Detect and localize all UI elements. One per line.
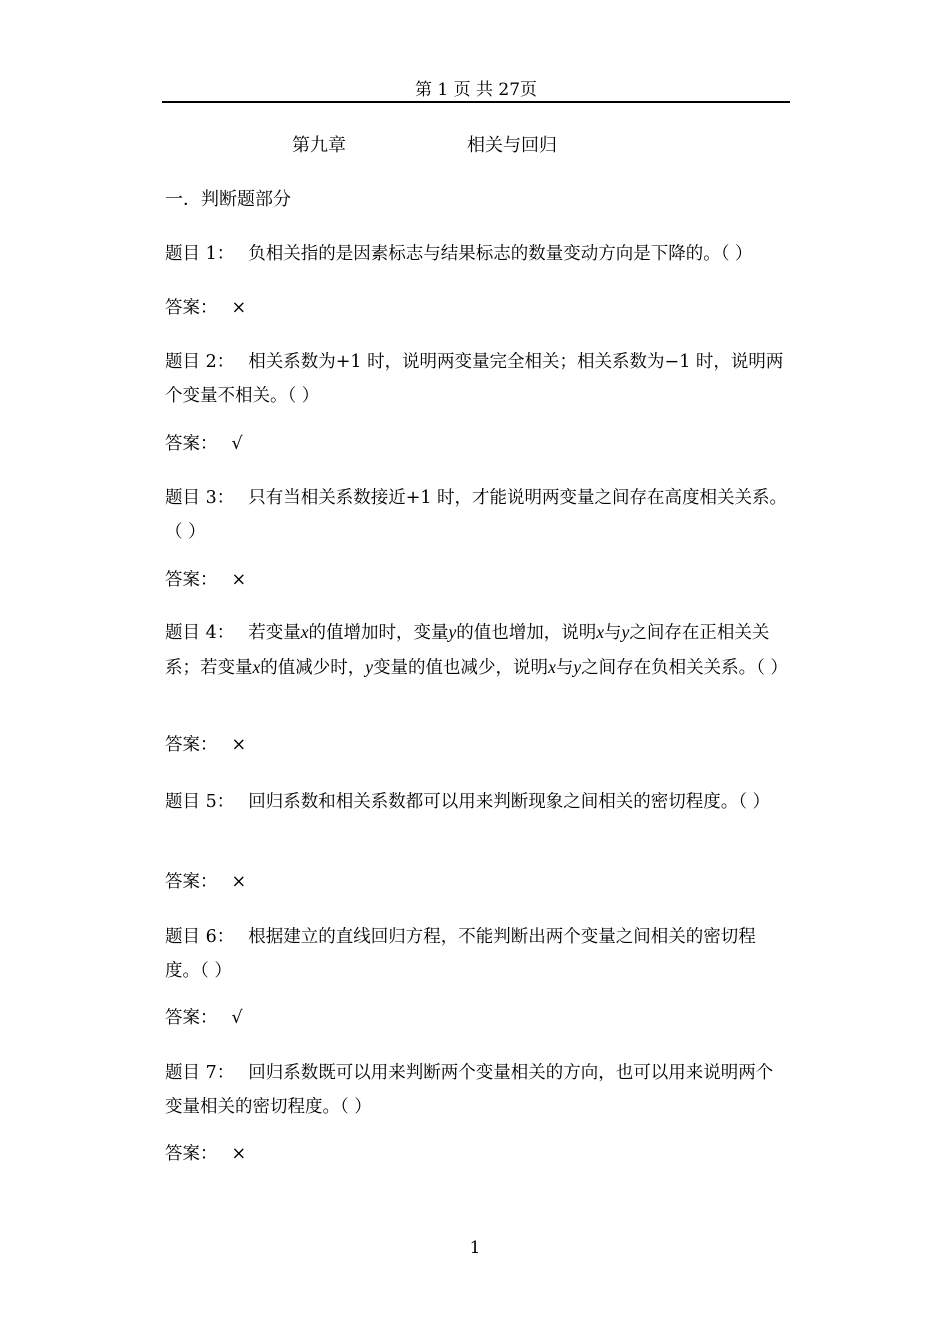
question-body-part: 与 bbox=[604, 623, 622, 643]
variable-x: x bbox=[252, 657, 261, 677]
question-text bbox=[165, 481, 790, 549]
question-text bbox=[165, 920, 790, 988]
question-label: 题目 7： bbox=[165, 1063, 235, 1083]
answer-value: √ bbox=[231, 1008, 243, 1028]
question-text bbox=[165, 1056, 790, 1124]
question-2 bbox=[165, 345, 790, 454]
variable-y: y bbox=[448, 622, 457, 642]
question-body: 只有当相关系数接近+1 时，才能说明两变量之间存在高度相关关系。（ ） bbox=[165, 488, 788, 542]
answer-value: × bbox=[231, 872, 247, 892]
question-label: 题目 5： bbox=[165, 792, 235, 812]
answer-label: 答案： bbox=[165, 872, 218, 892]
answer-label: 答案： bbox=[165, 1144, 218, 1164]
answer-label: 答案： bbox=[165, 1008, 218, 1028]
question-4 bbox=[165, 615, 790, 755]
answer-label: 答案： bbox=[165, 298, 218, 318]
variable-y: y bbox=[365, 657, 374, 677]
question-label: 题目 3： bbox=[165, 488, 235, 508]
section-heading: 一．判断题部分 bbox=[165, 189, 291, 210]
question-body: 负相关指的是因素标志与结果标志的数量变动方向是下降的。（ ） bbox=[248, 244, 753, 264]
variable-x: x bbox=[596, 622, 605, 642]
question-3 bbox=[165, 481, 790, 590]
question-body-part: 的值也增加，说明 bbox=[456, 623, 597, 643]
answer-value: × bbox=[231, 298, 247, 318]
question-body-part: 的值减少时， bbox=[260, 658, 366, 678]
answer bbox=[165, 1141, 246, 1167]
answer-value: √ bbox=[231, 434, 243, 454]
question-7 bbox=[165, 1056, 790, 1164]
variable-x: x bbox=[548, 657, 556, 677]
question-1 bbox=[165, 237, 790, 318]
question-body-part: 变量的值也减少，说明 bbox=[373, 658, 549, 678]
question-label: 题目 1： bbox=[165, 244, 235, 264]
variable-y: y bbox=[621, 622, 630, 642]
question-body-part: 之间存在负相关关系。（ ） bbox=[581, 658, 788, 678]
question-body: 相关系数为+1 时，说明两变量完全相关；相关系数为−1 时，说明两个变量不相关。（ ） bbox=[165, 352, 784, 406]
header-rule bbox=[162, 101, 790, 103]
question-body-part: 若变量 bbox=[248, 623, 301, 643]
question-text bbox=[165, 345, 790, 413]
question-body-part: 之间存在正相关关系；若变量 bbox=[165, 623, 770, 678]
chapter-number: 第九章 bbox=[292, 135, 346, 156]
question-text bbox=[165, 615, 790, 685]
answer-value: × bbox=[231, 735, 247, 755]
question-body-part: 与 bbox=[555, 658, 574, 678]
answer-label: 答案： bbox=[165, 434, 218, 454]
question-label: 题目 6： bbox=[165, 927, 235, 947]
variable-y: y bbox=[573, 657, 582, 677]
question-body: 根据建立的直线回归方程，不能判断出两个变量之间相关的密切程度。（ ） bbox=[165, 927, 756, 981]
question-body: 回归系数既可以用来判断两个变量相关的方向，也可以用来说明两个变量相关的密切程度。（ ） bbox=[165, 1063, 774, 1117]
page-footer bbox=[0, 1236, 950, 1260]
question-5 bbox=[165, 785, 790, 892]
question-text bbox=[165, 237, 790, 271]
page-indicator: 第 1 页 共 27页 bbox=[414, 80, 538, 100]
answer-value: × bbox=[231, 1144, 247, 1164]
chapter-title: 相关与回归 bbox=[467, 135, 557, 156]
question-label: 题目 2： bbox=[165, 352, 235, 372]
question-body: 回归系数和相关系数都可以用来判断现象之间相关的密切程度。（ ） bbox=[248, 792, 771, 812]
variable-x: x bbox=[300, 622, 309, 642]
page-number: 1 bbox=[469, 1238, 481, 1258]
question-6 bbox=[165, 920, 790, 1028]
answer bbox=[165, 869, 246, 895]
answer-value: × bbox=[231, 570, 247, 590]
answer bbox=[165, 1005, 243, 1031]
question-text bbox=[165, 785, 790, 819]
answer bbox=[165, 732, 246, 758]
answer bbox=[165, 567, 246, 593]
answer bbox=[165, 295, 246, 321]
question-body-part: 的值增加时，变量 bbox=[308, 623, 449, 643]
question-label: 题目 4： bbox=[165, 623, 235, 643]
page-header bbox=[162, 78, 790, 102]
answer-label: 答案： bbox=[165, 735, 218, 755]
answer bbox=[165, 431, 243, 457]
answer-label: 答案： bbox=[165, 570, 218, 590]
